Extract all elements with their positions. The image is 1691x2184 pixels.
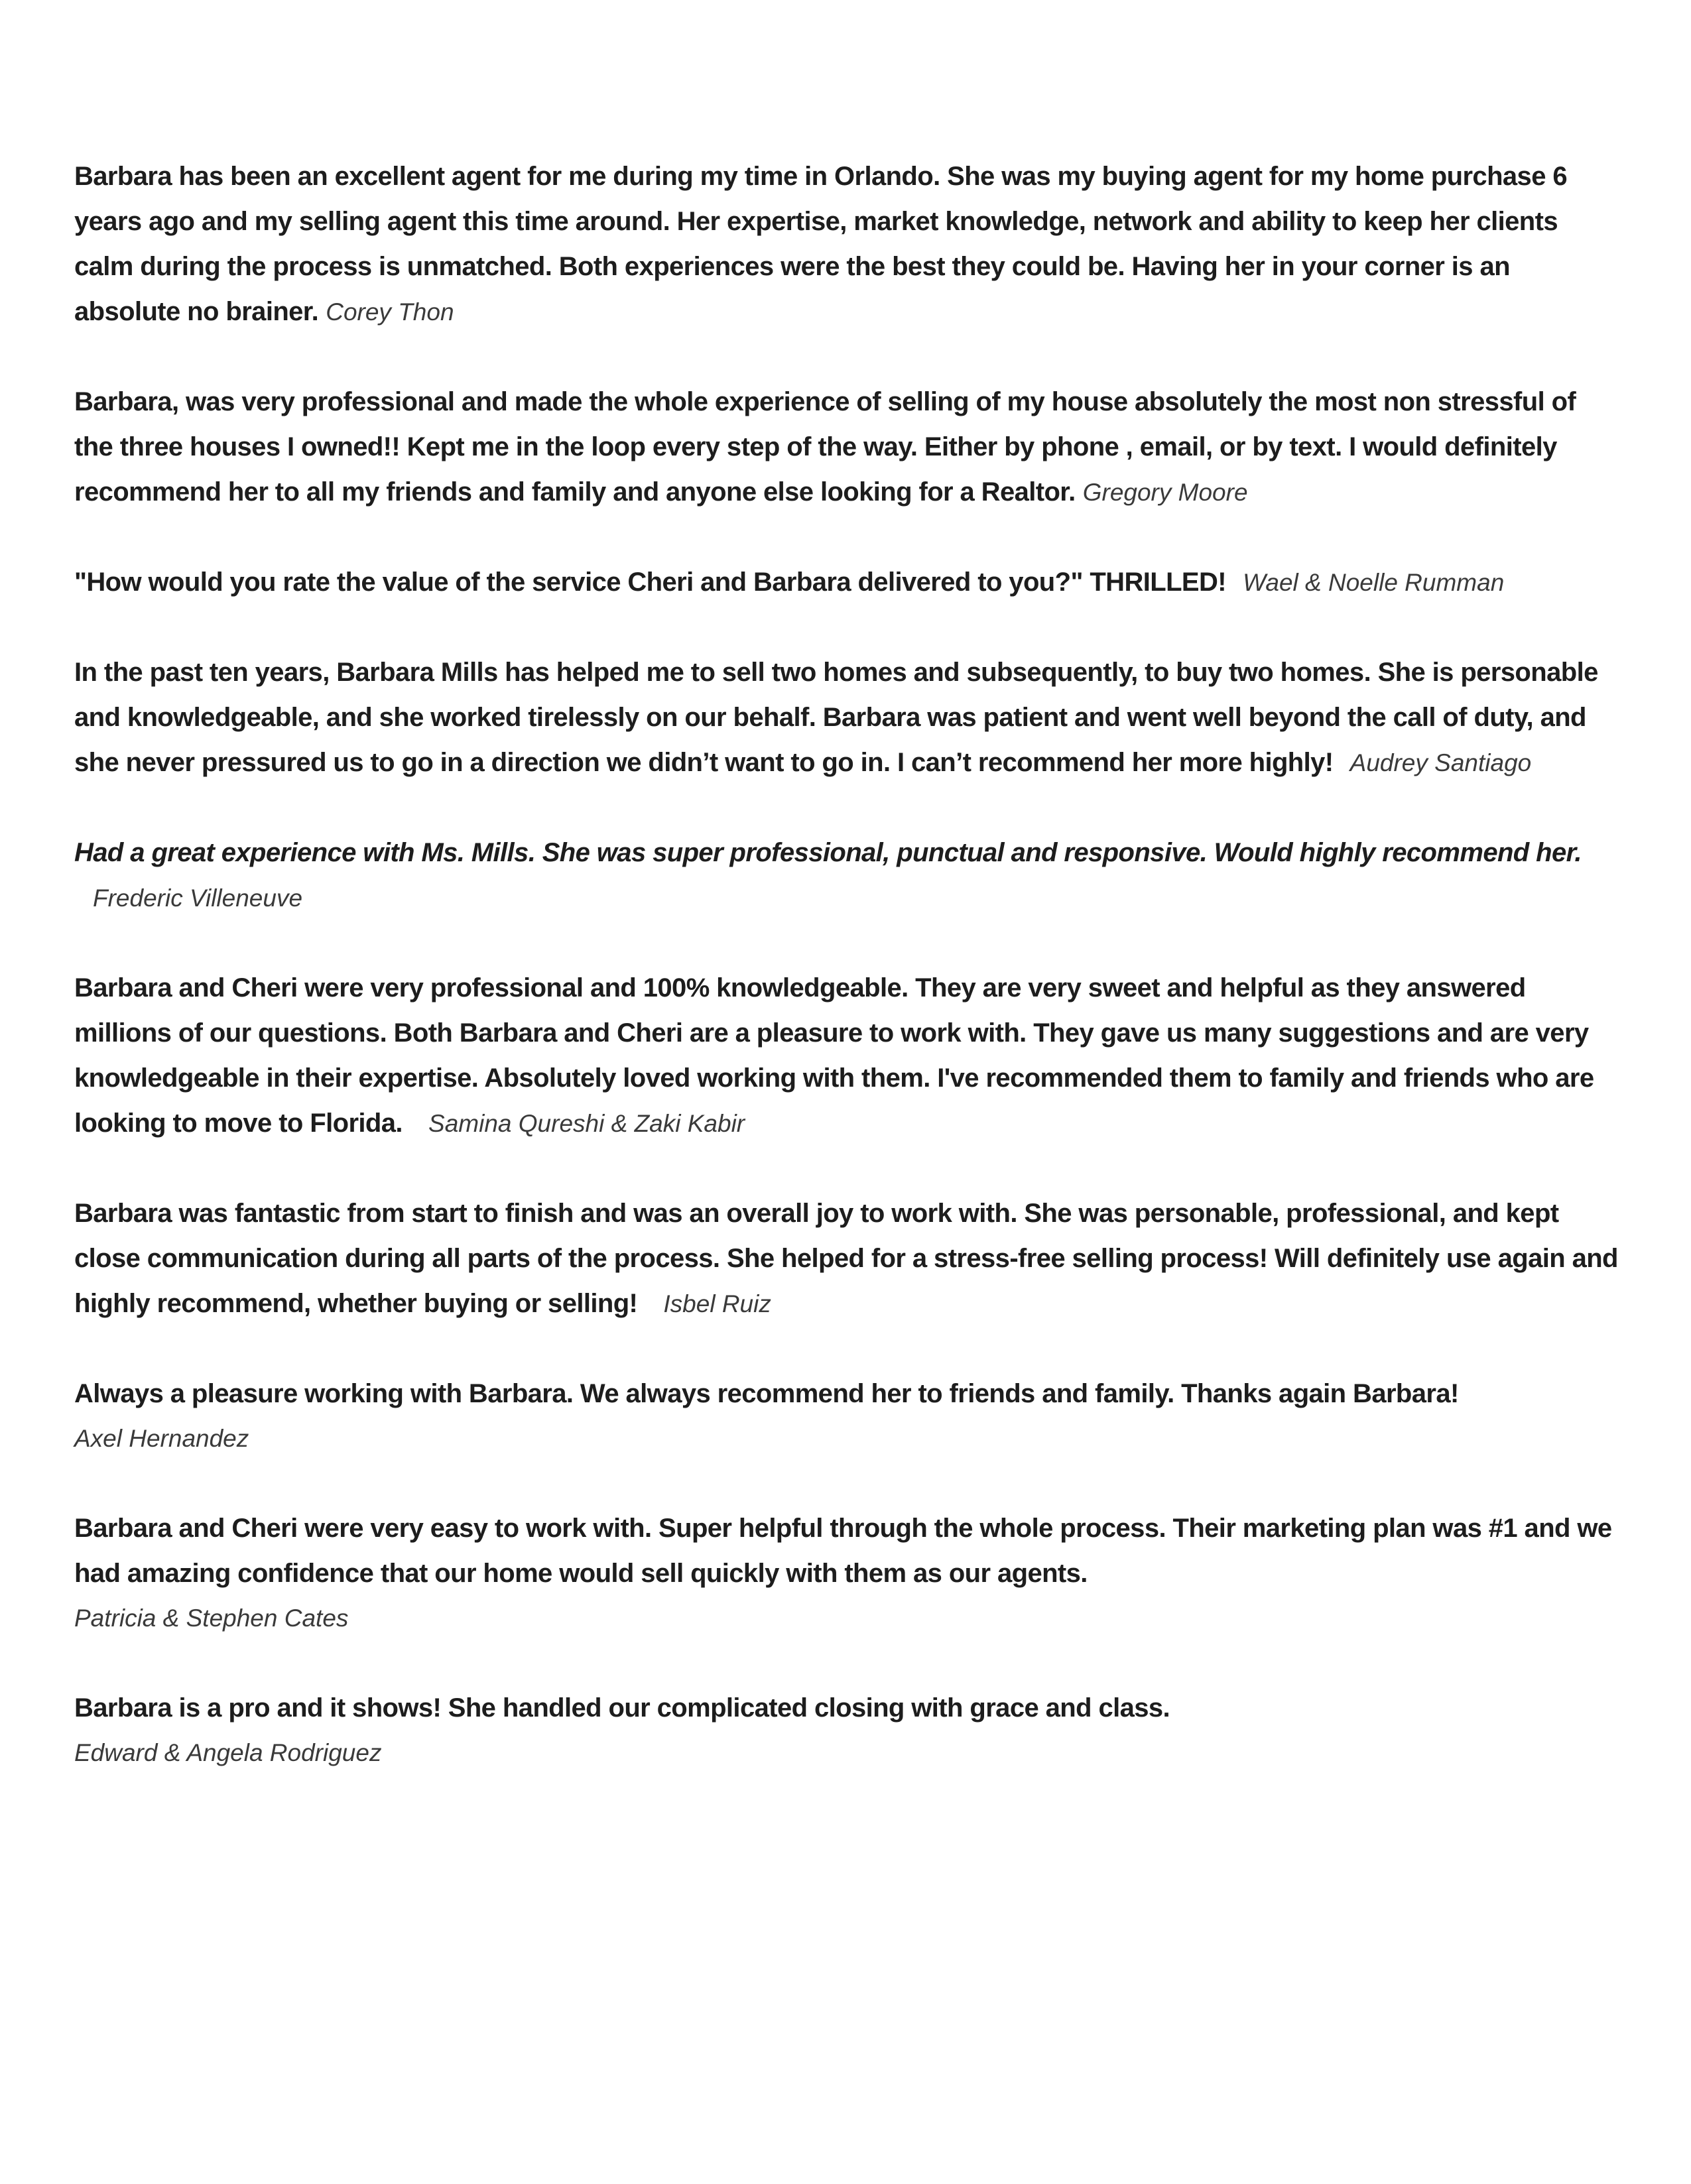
reviewer-name: Audrey Santiago: [1349, 749, 1532, 776]
reviewer-name: Isbel Ruiz: [663, 1290, 771, 1317]
testimonial-item: [74, 379, 1618, 515]
testimonial-quote: Barbara and Cheri were very professional and 100% knowledgeable. They are very sweet and helpful as they answered millions of our questions. Both Barbara and Cheri are a pleasure to work with. They gave us many suggestions and are very knowledgeable in their expertise. Absolutely loved working with them. I've recommended them to family and friends who are looking to move to Florida.: [74, 973, 1594, 1138]
testimonial-quote: "How would you rate the value of the service Cheri and Barbara delivered to you?" THRILLED!: [74, 568, 1227, 597]
reviewer-name: Patricia & Stephen Cates: [74, 1605, 349, 1632]
reviewer-name: Wael & Noelle Rumman: [1243, 569, 1505, 596]
testimonial-item: [74, 1371, 1618, 1461]
reviewer-name: Edward & Angela Rodriguez: [74, 1739, 382, 1766]
testimonial-quote: Barbara is a pro and it shows! She handled our complicated closing with grace and class.: [74, 1693, 1170, 1723]
reviewer-name: Frederic Villeneuve: [93, 884, 303, 912]
testimonial-item: [74, 1191, 1618, 1327]
testimonial-item: [74, 560, 1618, 605]
testimonial-item: [74, 1685, 1618, 1776]
testimonial-quote: Barbara was fantastic from start to finish and was an overall joy to work with. She was personable, professional, and kept close communication during all parts of the process. She helped for a stress-free selling process! Will definitely use again and highly recommend, whether buying or selling!: [74, 1199, 1618, 1318]
testimonial-quote: Barbara has been an excellent agent for me during my time in Orlando. She was my buying agent for my home purchase 6 years ago and my selling agent this time around. Her expertise, market knowledge, network and ability to keep her clients calm during the process is unmatched. Both experiences were the best they could be. Having her in your corner is an absolute no brainer.: [74, 162, 1568, 326]
testimonial-item: [74, 830, 1618, 921]
testimonial-item: [74, 650, 1618, 786]
testimonial-quote: Had a great experience with Ms. Mills. She was super professional, punctual and responsive. Would highly recommend her.: [74, 838, 1582, 867]
reviewer-name: Axel Hernandez: [74, 1425, 249, 1452]
testimonial-quote: Barbara and Cheri were very easy to work with. Super helpful through the whole process. Their marketing plan was #1 and we had amazing confidence that our home would sell quickly with them as our agents.: [74, 1514, 1612, 1588]
reviewer-name: Gregory Moore: [1082, 479, 1248, 506]
testimonial-item: [74, 154, 1618, 335]
reviewer-name: Corey Thon: [326, 298, 454, 326]
testimonial-quote: Always a pleasure working with Barbara. We always recommend her to friends and family. Thanks again Barbara!: [74, 1379, 1459, 1408]
testimonial-item: [74, 1506, 1618, 1641]
testimonial-quote: In the past ten years, Barbara Mills has helped me to sell two homes and subsequently, to buy two homes. She is personable and knowledgeable, and she worked tirelessly on our behalf. Barbara was patient and went well beyond the call of duty, and she never pressured us to go in a direction we didn’t want to go in. I can’t recommend her more highly!: [74, 658, 1598, 777]
reviewer-name: Samina Qureshi & Zaki Kabir: [428, 1110, 745, 1137]
testimonial-quote: Barbara, was very professional and made the whole experience of selling of my house absolutely the most non stressful of the three houses I owned!! Kept me in the loop every step of the way. Either by phone , email, or by text. I would definitely recommend her to all my friends and family and anyone else looking for a Realtor.: [74, 387, 1576, 507]
testimonial-item: [74, 965, 1618, 1146]
